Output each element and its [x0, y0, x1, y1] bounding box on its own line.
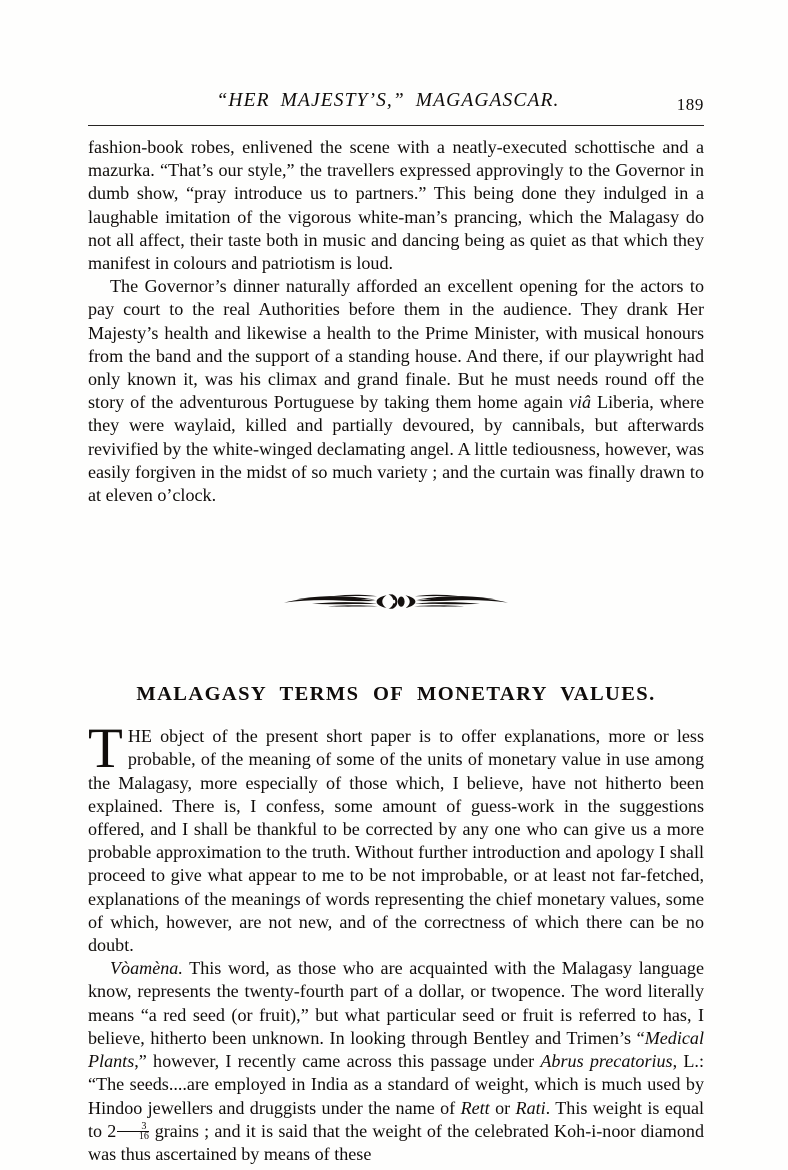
section-divider — [88, 579, 704, 619]
paragraph-voamena — [88, 957, 704, 1166]
voamena-text-part-1: This word, as those who are acquainted with the Malagasy language know, represents the twenty-fourth part of a dollar, or twopence. The word literally means “a red seed (or fruit),” but what particular seed or fruit is referred to has, I believe, hitherto been unknown. In looking through Bentley and Trimen’s “ — [88, 958, 704, 1048]
running-head-title: “HER MAJESTY’S,” MAGAGASCAR. — [216, 90, 560, 111]
article-title: MALAGASY TERMS OF MONETARY VALUES. — [136, 683, 656, 706]
voamena-text-part-2: ,” however, I recently came across this passage under — [134, 1051, 541, 1072]
weight-name-rati: Rati — [515, 1097, 546, 1118]
species-name-abrus-precatorius: Abrus precatorius — [540, 1051, 673, 1072]
fleuron-ornament-icon — [282, 586, 510, 612]
page-number: 189 — [676, 95, 704, 114]
running-head — [88, 90, 704, 116]
header-rule — [88, 125, 704, 126]
voamena-text-part-6: grains ; and it is said that the weight of the celebrated Koh-i-noor diamond was thus ascertained by means of these — [88, 1120, 704, 1164]
voamena-text-part-3: , L.: “The seeds....are employed in India as a standard of weight, which is much used by Hindoo jewellers and druggists under the name of — [88, 1051, 704, 1118]
fraction-denominator: 16 — [117, 1131, 149, 1141]
latin-term-via: viâ — [568, 392, 592, 413]
paragraph-governors-dinner — [88, 275, 704, 507]
opening-text: HE object of the present short paper is to offer explanations, more or less probable, of the meaning of some of the units of monetary value in use among the Malagasy, more especially of those which, I believe, have not hitherto been explained. There is, I confess, some amount of guess-work in the suggestions offered, and I shall be thankful to be corrected by any one who can give us a more probable approximation to the truth. Without further introduction and apology I shall proceed to give what appear to me to be not improbable, or at least not far-fetched, explanations of the meanings of words representing the chief monetary values, some of which, however, are not new, and of the correctness of which there can be no doubt. — [88, 726, 704, 956]
para-text-part-1: The Governor’s dinner naturally afforded an excellent opening for the actors to pay court to the real Authorities before them in the audience. They drank Her Majesty’s health and likewise a health to the Prime Minister, with musical honours from the band and the support of a standing house. And there, if our playwright had only known it, was his climax and grand finale. But he must needs round off the story of the adventurous Portuguese by taking them home again — [88, 276, 704, 413]
voamena-text-part-4: or — [489, 1097, 516, 1118]
fraction-three-sixteenths — [117, 1122, 149, 1142]
malagasy-term-voamena: Vòamèna. — [110, 958, 183, 979]
paragraph-continuation: fashion-book robes, enlivened the scene with a neatly-executed schottische and a mazurka. “That’s our style,” the travellers expressed approvingly to the Governor in dumb show, “pray introduce us to partners.” This being done they indulged in a laughable imitation of the vigorous white-man’s prancing, which the Malagasy do not all affect, their taste both in music and dancing being as quiet as that which they manifest in colours and patriotism is loud. — [88, 137, 704, 274]
drop-cap-letter: T — [88, 717, 123, 781]
article-one-body — [88, 136, 704, 507]
voamena-text-part-5: . This weight is equal to 2 — [88, 1097, 704, 1141]
fraction-numerator: 3 — [141, 1120, 147, 1132]
para-text-part-2: Liberia, where they were waylaid, killed and partially devoured, by cannibals, but afterwards revivified by the white-winged declamating angel. A little tediousness, however, was easily forgiven in the midst of so much variety ; and the curtain was finally drawn to at eleven o’clock. — [88, 392, 704, 506]
book-title-medical-plants: Medical Plants — [88, 1027, 704, 1072]
page-content — [88, 90, 704, 1166]
weight-name-rett: Rett — [460, 1097, 490, 1118]
article-two-opening-paragraph — [88, 717, 704, 957]
